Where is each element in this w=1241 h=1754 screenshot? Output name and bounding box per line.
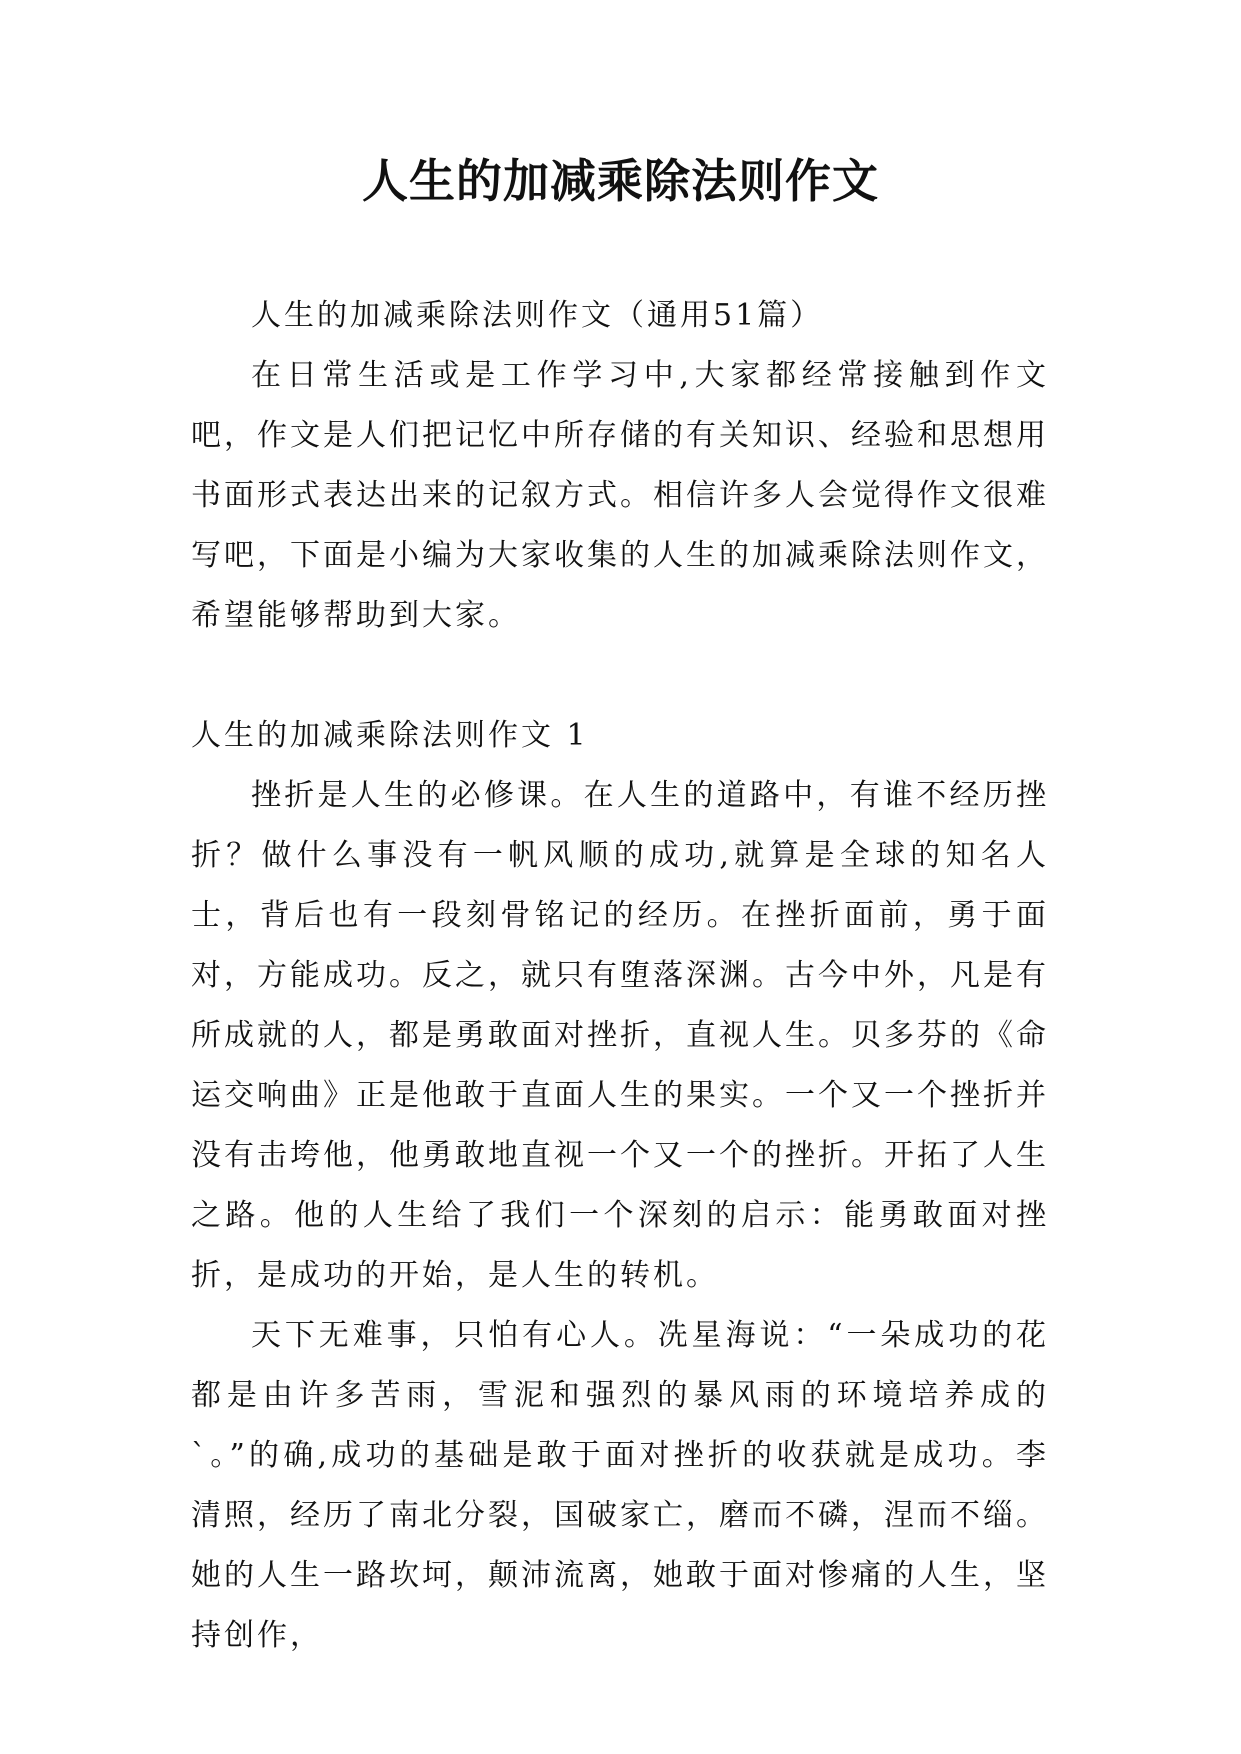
document-body xyxy=(191,286,1049,1666)
intro-paragraph: 在日常生活或是工作学习中,大家都经常接触到作文吧，作文是人们把记忆中所存储的有关知识、经验和思想用书面形式表达出来的记叙方式。相信许多人会觉得作文很难写吧，下面是小编为大家收集的人生的加减乘除法则作文，希望能够帮助到大家。 xyxy=(191,358,1049,633)
body-paragraph-1: 挫折是人生的必修课。在人生的道路中，有谁不经历挫折？做什么事没有一帆风顺的成功,就算是全球的知名人士，背后也有一段刻骨铭记的经历。在挫折面前，勇于面对，方能成功。反之，就只有堕落深渊。古今中外，凡是有所成就的人，都是勇敢面对挫折，直视人生。贝多芬的《命运交响曲》正是他敢于直面人生的果实。一个又一个挫折并没有击垮他，他勇敢地直视一个又一个的挫折。开拓了人生之路。他的人生给了我们一个深刻的启示：能勇敢面对挫折，是成功的开始，是人生的转机。 xyxy=(191,778,1049,1293)
document-subtitle: 人生的加减乘除法则作文（通用51篇） xyxy=(251,298,824,333)
body-paragraph-2: 天下无难事，只怕有心人。冼星海说：“一朵成功的花都是由许多苦雨，雪泥和强烈的暴风雨的环境培养成的`。”的确,成功的基础是敢于面对挫折的收获就是成功。李清照，经历了南北分裂，国破家亡，磨而不磷，涅而不缁。她的人生一路坎坷，颠沛流离，她敢于面对惨痛的人生，坚持创作， xyxy=(191,1318,1049,1653)
document-title: 人生的加减乘除法则作文 xyxy=(362,154,879,208)
section-heading: 人生的加减乘除法则作文 1 xyxy=(191,718,589,753)
